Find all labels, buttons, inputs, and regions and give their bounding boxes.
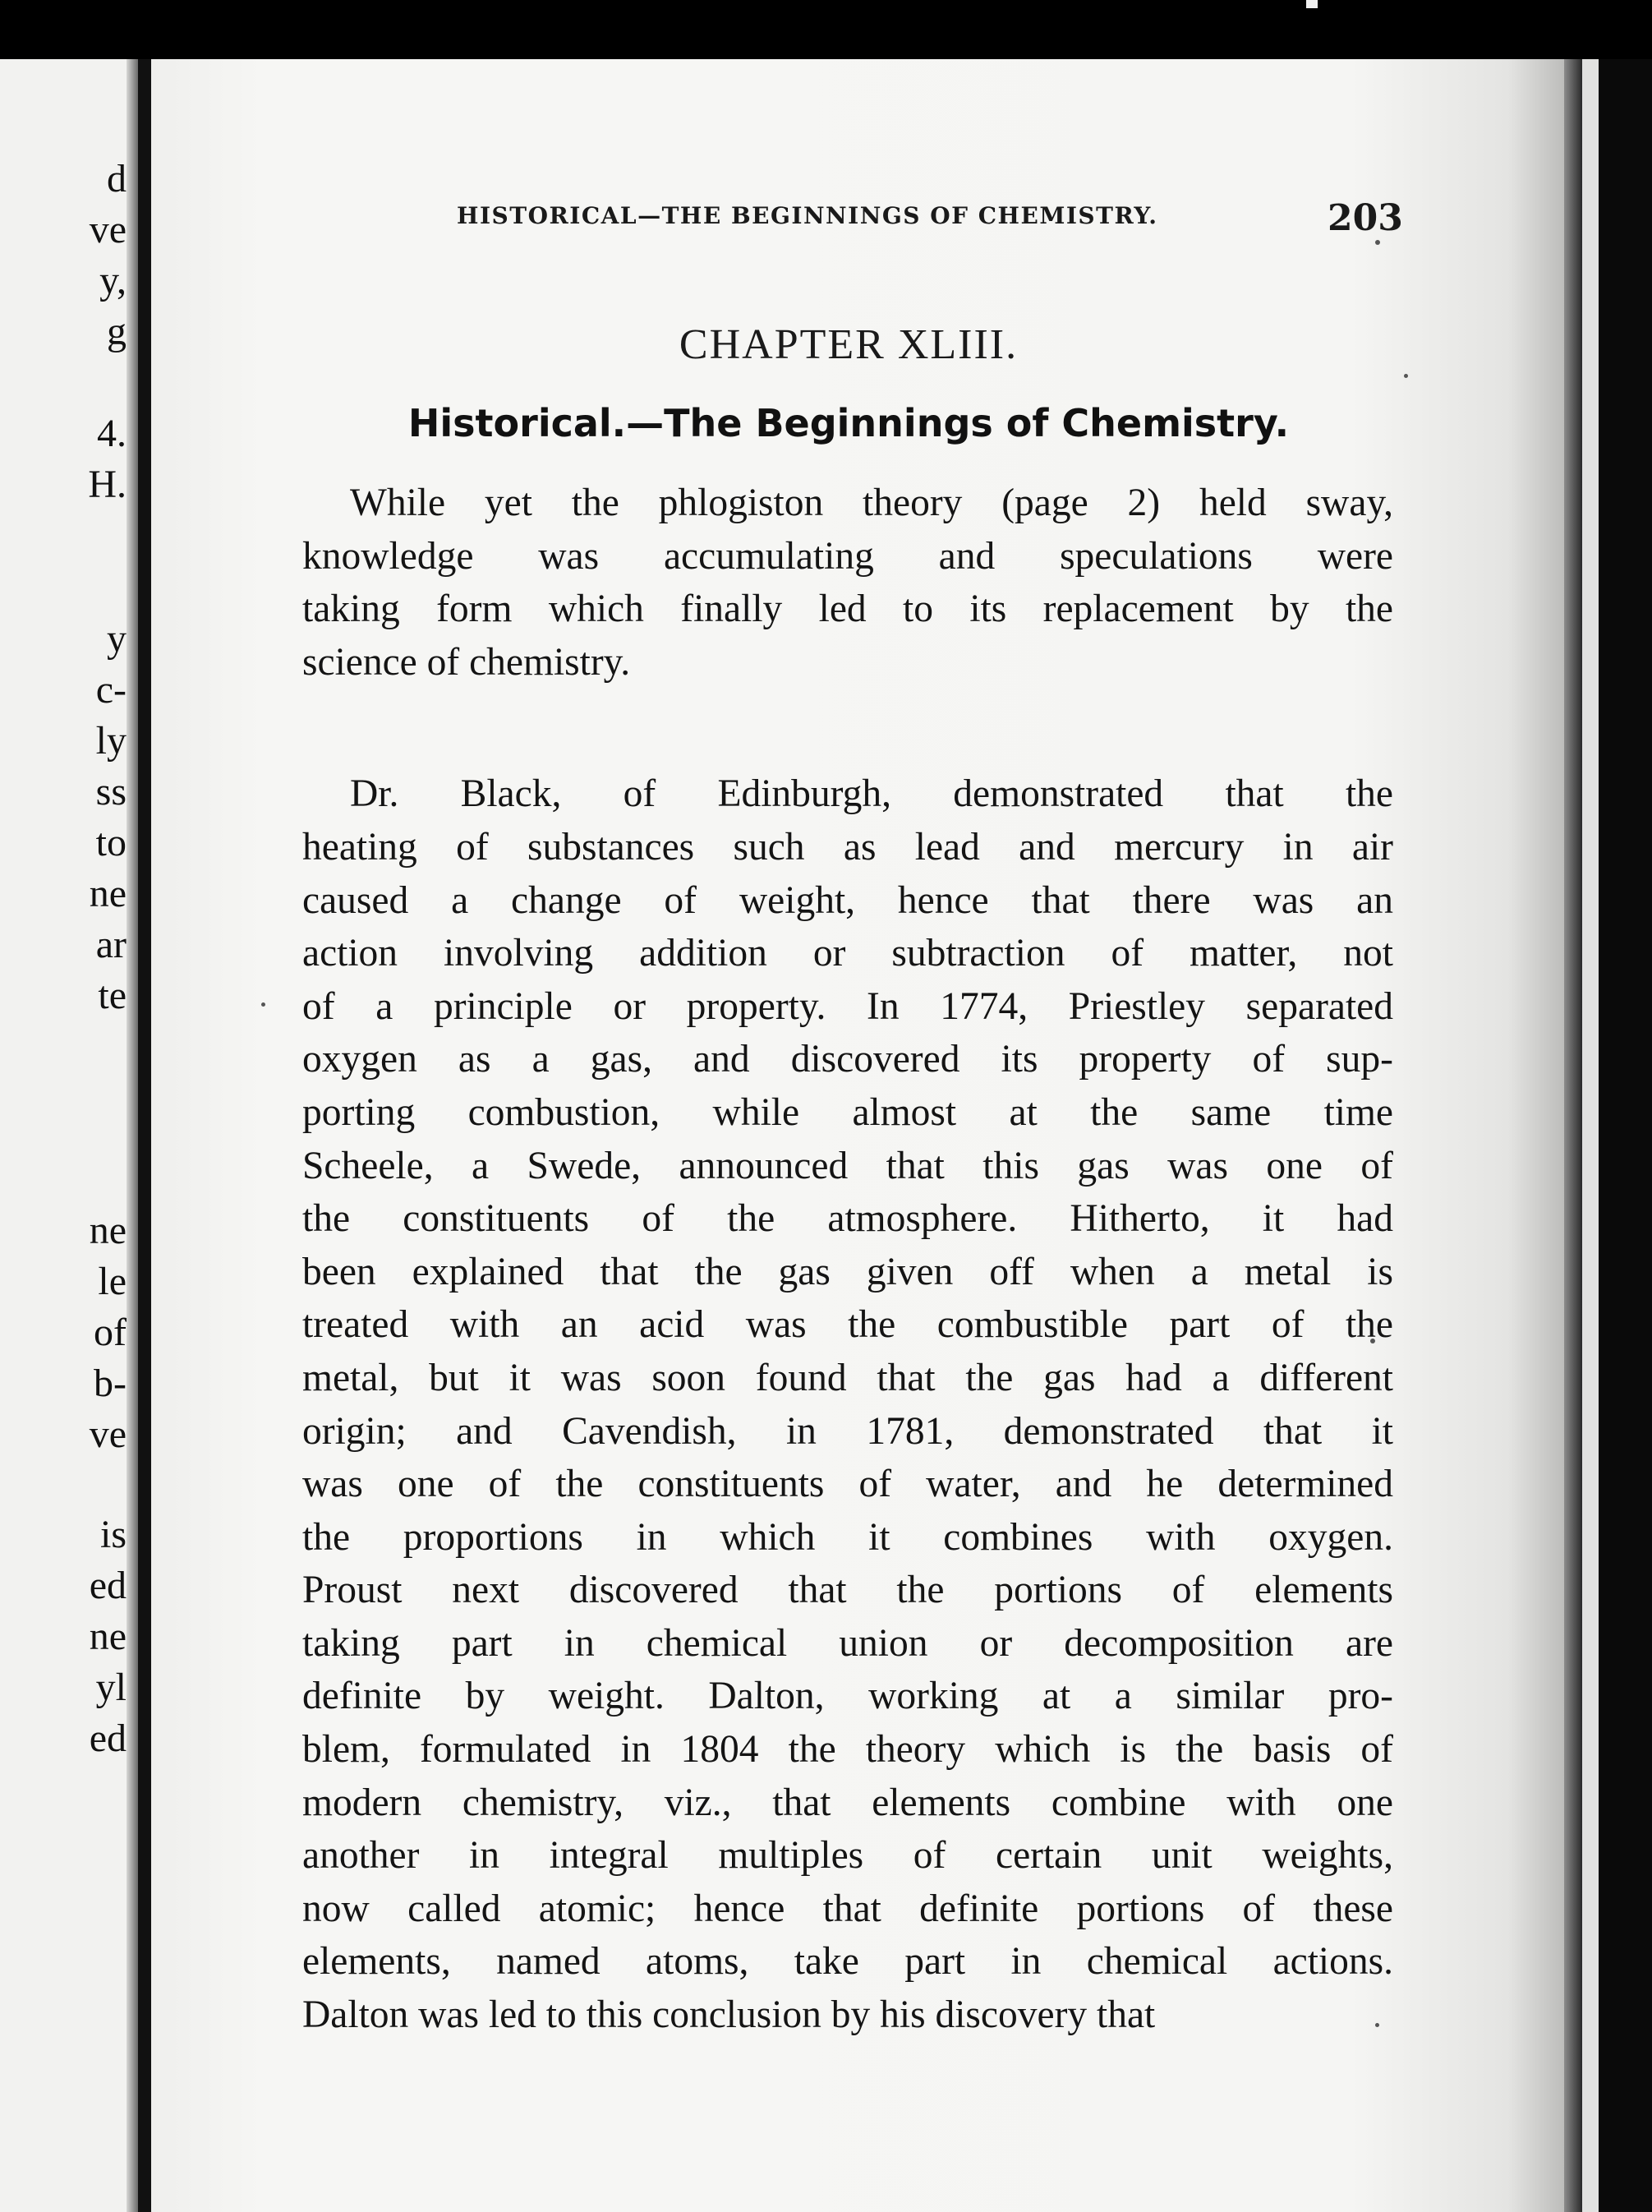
left-page-fragment: ve — [89, 208, 127, 251]
chapter-number: CHAPTER XLIII. — [679, 321, 1019, 368]
text-line: action involving addition or subtraction of matter, not — [302, 932, 1393, 975]
text-line: modern chemistry, viz., that elements combine with one — [302, 1781, 1393, 1824]
text-line: was one of the constituents of water, and he determined — [302, 1463, 1393, 1506]
text-line: the constituents of the atmosphere. Hitherto, it had — [302, 1197, 1393, 1241]
chapter-title: Historical.—The Beginnings of Chemistry. — [407, 401, 1290, 445]
left-page-fragment: ne — [89, 872, 127, 915]
text-line: now called atomic; hence that definite portions of these — [302, 1887, 1393, 1930]
text-line: blem, formulated in 1804 the theory which is the basis of — [302, 1728, 1393, 1772]
text-line: metal, but it was soon found that the gas had a different — [302, 1356, 1393, 1399]
left-page-fragment: d — [107, 157, 127, 200]
text-line: another in integral multiples of certain unit weights, — [302, 1834, 1393, 1878]
text-line: knowledge was accumulating and speculations were — [302, 534, 1393, 578]
left-page-fragment: y, — [99, 259, 127, 302]
text-line: Proust next discovered that the portions of elements — [302, 1569, 1393, 1612]
text-line: While yet the phlogiston theory (page 2) held sway, — [350, 482, 1393, 524]
text-line: Dr. Black, of Edinburgh, demonstrated that the — [350, 772, 1393, 816]
left-page-fragment: ar — [95, 923, 127, 966]
text-line: taking part in chemical union or decomposition are — [302, 1621, 1393, 1665]
page-edge-shadow — [1564, 59, 1582, 2212]
left-page-fragment: te — [98, 974, 127, 1017]
text-line: origin; and Cavendish, in 1781, demonstrated that it — [302, 1409, 1393, 1453]
left-page-fragment: ss — [95, 770, 127, 813]
left-page-fragment: of — [94, 1311, 127, 1354]
body-text — [302, 477, 1393, 2042]
left-page-fragment: le — [98, 1260, 127, 1303]
text-line: the proportions in which it combines with oxygen. — [302, 1515, 1393, 1559]
text-line: Scheele, a Swede, announced that this gas was one of — [302, 1144, 1393, 1187]
text-line: taking form which finally led to its replacement by the — [302, 588, 1393, 631]
left-page-fragment: H. — [88, 463, 127, 506]
left-page-fragment: is — [99, 1513, 127, 1556]
scan-border-right — [1599, 59, 1652, 2212]
spine-shadow — [127, 59, 138, 2212]
running-title: HISTORICAL—THE BEGINNINGS OF CHEMISTRY. — [457, 202, 1158, 229]
scan-artifact — [1306, 0, 1318, 8]
paragraph — [302, 477, 1393, 689]
page-number: 203 — [1328, 197, 1403, 239]
text-line: definite by weight. Dalton, working at a similar pro- — [302, 1675, 1393, 1718]
left-page-fragment: ne — [89, 1209, 127, 1252]
text-line: heating of substances such as lead and mercury in air — [302, 825, 1393, 869]
left-page-fragment: ed — [89, 1717, 127, 1760]
running-head — [302, 197, 1411, 247]
left-page-fragment: g — [107, 310, 127, 353]
left-page-fragment: ed — [89, 1564, 127, 1607]
text-line: been explained that the gas given off when a metal is — [302, 1250, 1393, 1293]
left-page-fragment: 4. — [97, 412, 127, 455]
page-gutter — [138, 59, 151, 2212]
left-page-fragment: to — [95, 821, 127, 864]
page-edge-strip — [1582, 59, 1599, 2212]
text-line: caused a change of weight, hence that there was an — [302, 878, 1393, 922]
paper-speck — [1404, 374, 1408, 378]
left-page-fragment: b- — [94, 1362, 127, 1405]
left-page-fragment: yl — [95, 1666, 127, 1709]
left-page-fragment: ne — [89, 1615, 127, 1658]
left-page-fragment: c- — [95, 668, 127, 712]
left-page-fragment: ly — [95, 719, 127, 763]
text-line: elements, named atoms, take part in chemical actions. — [302, 1940, 1393, 1984]
text-line: oxygen as a gas, and discovered its property of sup- — [302, 1038, 1393, 1081]
text-line: Dalton was led to this conclusion by his discovery that — [302, 1993, 1156, 2037]
text-line: treated with an acid was the combustible part of the — [302, 1303, 1393, 1347]
left-page-fragment: y — [107, 617, 127, 661]
text-line: porting combustion, while almost at the same time — [302, 1090, 1393, 1134]
paragraph — [302, 767, 1393, 2041]
text-line: of a principle or property. In 1774, Priestley separated — [302, 984, 1393, 1028]
paper-speck — [261, 1002, 265, 1007]
left-page-sliver — [0, 59, 138, 2212]
text-line: science of chemistry. — [302, 640, 631, 684]
left-page-fragment: ve — [89, 1412, 127, 1456]
